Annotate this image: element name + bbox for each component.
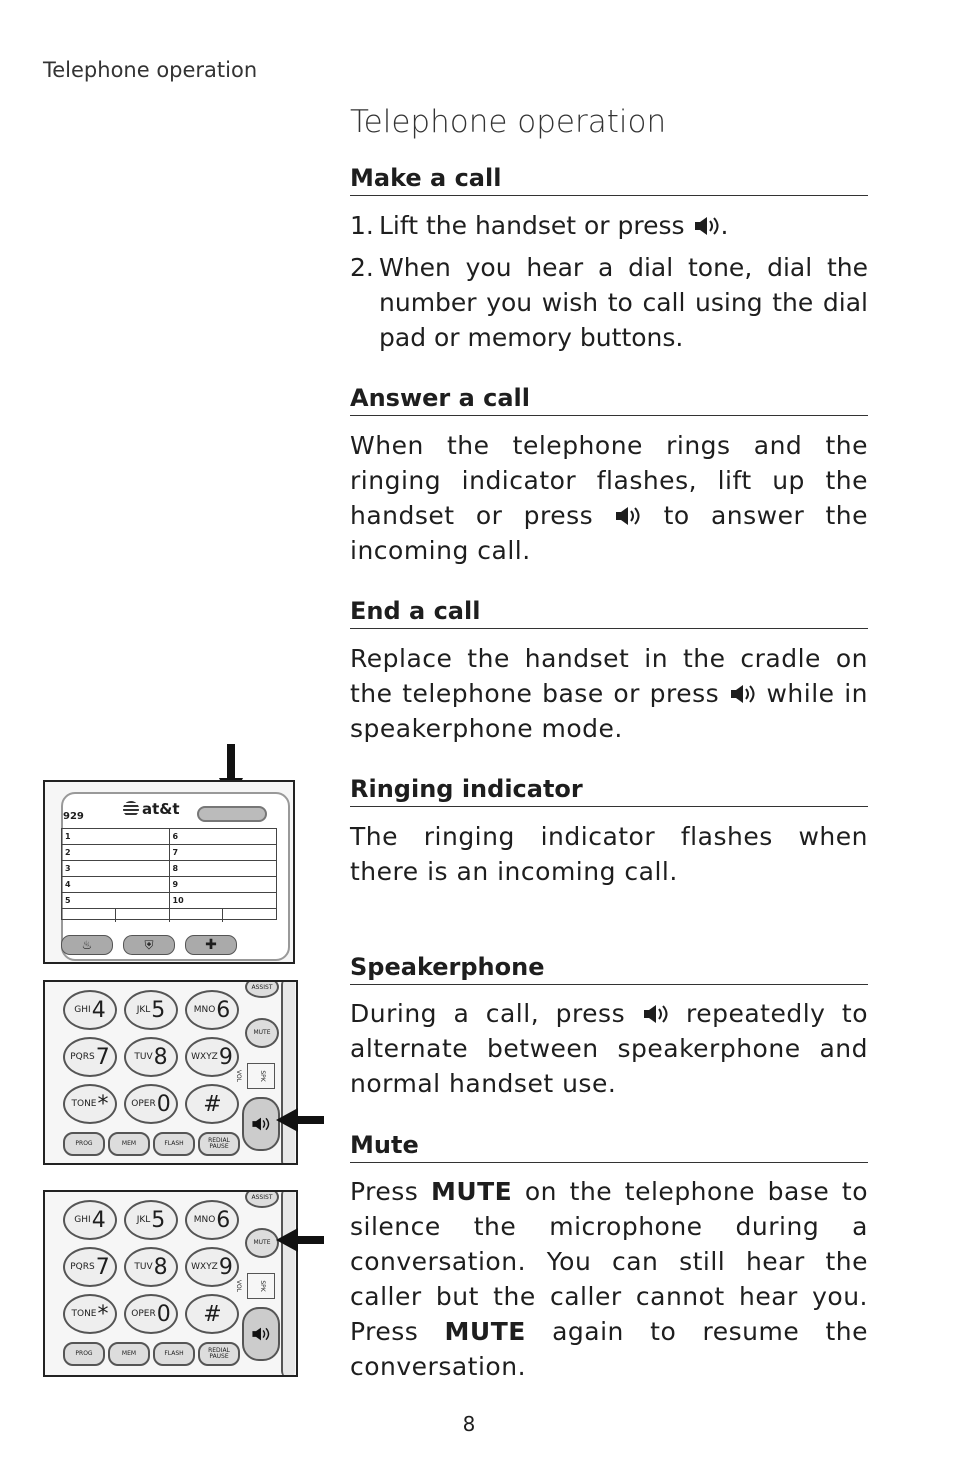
ringing-indicator-light — [197, 806, 267, 822]
assist-button[interactable]: ASSIST — [245, 980, 279, 998]
speaker-button[interactable] — [242, 1307, 280, 1361]
speakerphone-text: During a call, press repeatedly to alternate between speakerphone and normal handset use. — [350, 999, 868, 1098]
key-digit: 7 — [95, 1254, 110, 1280]
speaker-icon — [251, 1326, 271, 1342]
keypad — [45, 1192, 296, 1375]
phone-edge — [281, 980, 295, 1165]
mute-keyword: MUTE — [430, 1177, 513, 1206]
keypad-key-6[interactable] — [185, 1200, 239, 1240]
memory-slot-number: 4 — [62, 877, 170, 892]
end-call-heading: End a call — [350, 596, 868, 629]
key-digit: # — [203, 1301, 222, 1327]
phone-top-illustration — [43, 780, 295, 964]
function-key[interactable]: REDIAL PAUSE — [198, 1132, 240, 1156]
key-digit: 9 — [218, 1044, 233, 1070]
step-text: When you hear a dial tone, dial the number you wish to call using the dial pad or memory buttons. — [379, 253, 868, 352]
key-letters: JKL — [136, 1215, 151, 1225]
key-digit: 4 — [91, 997, 106, 1023]
memory-slot-number: 8 — [172, 864, 179, 873]
function-key[interactable]: FLASH — [153, 1132, 195, 1156]
key-digit: 8 — [153, 1044, 168, 1070]
key-letters: JKL — [136, 1005, 151, 1015]
speaker-button[interactable] — [242, 1097, 280, 1151]
memory-slot-number: 7 — [172, 848, 179, 857]
step-number: 2. — [350, 253, 374, 282]
speakerphone-heading: Speakerphone — [350, 952, 868, 985]
memory-blank-slot — [223, 909, 276, 922]
spk-vol-label[interactable]: SPK VOL — [247, 1063, 275, 1089]
key-letters: MNO — [193, 1005, 216, 1015]
key-letters: OPER — [131, 1309, 156, 1319]
memory-slot-number: 2 — [62, 845, 170, 860]
assist-button[interactable]: ASSIST — [245, 1190, 279, 1208]
keypad-illustration-mute — [43, 1190, 298, 1377]
page-number: 8 — [462, 1412, 476, 1436]
running-head: Telephone operation — [43, 58, 258, 82]
memory-blank-slot — [116, 909, 170, 922]
key-digit: 7 — [95, 1044, 110, 1070]
memory-blank-slot — [170, 909, 224, 922]
speaker-icon — [251, 1116, 271, 1132]
keypad-key-6[interactable] — [185, 990, 239, 1030]
make-call-step-2 — [350, 250, 868, 355]
key-letters: MNO — [193, 1215, 216, 1225]
keypad-key-0[interactable] — [124, 1084, 178, 1124]
number-card-label: 929 — [63, 811, 84, 822]
memory-slot-number: 3 — [62, 861, 170, 876]
key-digit: * — [97, 1091, 109, 1117]
mute-button[interactable]: MUTE — [245, 1228, 279, 1258]
mute-keyword: MUTE — [444, 1317, 526, 1346]
key-digit: * — [97, 1301, 109, 1327]
memory-blank-slot — [62, 909, 116, 922]
answer-call-text: When the telephone rings and the ringing indicator flashes, lift up the handset or press to answer the incoming call. — [350, 431, 869, 565]
key-letters: TONE — [71, 1309, 97, 1319]
memory-directory-card — [61, 828, 277, 920]
memory-row — [62, 877, 276, 893]
function-key[interactable]: PROG — [63, 1342, 105, 1366]
speaker-icon — [642, 1003, 670, 1025]
key-letters: GHI — [74, 1005, 91, 1015]
left-arrow-icon — [276, 1228, 324, 1256]
memory-slot-number: 5 — [62, 893, 170, 908]
memory-slot-number: 1 — [62, 829, 170, 844]
key-digit: 6 — [216, 997, 231, 1023]
memory-row — [62, 845, 276, 861]
mute-heading: Mute — [350, 1130, 868, 1163]
keypad-key-star[interactable] — [63, 1294, 117, 1334]
keypad-key-7[interactable] — [63, 1037, 117, 1077]
key-digit: 0 — [156, 1091, 171, 1117]
spk-vol-label[interactable]: SPK VOL — [247, 1273, 275, 1299]
step-text-end: . — [720, 211, 729, 240]
memory-row — [62, 829, 276, 845]
memory-slot-number: 10 — [172, 896, 184, 905]
speaker-icon — [693, 215, 721, 237]
step-number: 1. — [350, 211, 374, 240]
phone-edge — [281, 1190, 295, 1377]
keypad-key-pound[interactable] — [185, 1084, 239, 1124]
key-digit: 8 — [153, 1254, 168, 1280]
key-letters: WXYZ — [191, 1052, 218, 1062]
keypad — [45, 982, 296, 1165]
keypad-illustration-speaker — [43, 980, 298, 1165]
keypad-key-0[interactable] — [124, 1294, 178, 1334]
key-letters: OPER — [131, 1099, 156, 1109]
key-letters: GHI — [74, 1215, 91, 1225]
keypad-key-5[interactable] — [124, 990, 178, 1030]
medical-icon[interactable]: ✚ — [185, 935, 237, 955]
memory-row — [62, 861, 276, 877]
keypad-key-8[interactable] — [124, 1037, 178, 1077]
make-call-heading: Make a call — [350, 163, 868, 196]
key-letters: PQRS — [70, 1262, 95, 1272]
key-digit: 0 — [156, 1301, 171, 1327]
fire-icon[interactable]: ♨ — [61, 935, 113, 955]
keypad-key-8[interactable] — [124, 1247, 178, 1287]
key-digit: 5 — [151, 1207, 166, 1233]
left-arrow-icon — [276, 1108, 324, 1136]
emergency-buttons — [61, 935, 237, 955]
keypad-key-4[interactable] — [63, 1200, 117, 1240]
key-digit: # — [203, 1091, 222, 1117]
function-key[interactable]: REDIAL PAUSE — [198, 1342, 240, 1366]
keypad-key-star[interactable] — [63, 1084, 117, 1124]
speaker-icon — [614, 505, 642, 527]
memory-slot-number: 6 — [172, 832, 179, 841]
key-letters: TONE — [71, 1099, 97, 1109]
key-letters: TUV — [134, 1052, 153, 1062]
key-letters: WXYZ — [191, 1262, 218, 1272]
police-icon[interactable]: ⛨ — [123, 935, 175, 955]
step-text: Lift the handset or press — [379, 211, 693, 240]
key-digit: 4 — [91, 1207, 106, 1233]
function-key[interactable]: MEM — [108, 1342, 150, 1366]
function-key[interactable]: PROG — [63, 1132, 105, 1156]
keypad-key-7[interactable] — [63, 1247, 117, 1287]
mute-text: Press MUTE on the telephone base to silence the microphone during a conversation. You can still hear the caller but the caller cannot hear you. Press MUTE again to resume the conversation. — [350, 1177, 869, 1381]
key-letters: TUV — [134, 1262, 153, 1272]
page-title: Telephone operation — [350, 104, 667, 140]
att-logo: at&t — [123, 800, 180, 818]
key-digit: 5 — [151, 997, 166, 1023]
function-key[interactable]: MEM — [108, 1132, 150, 1156]
key-digit: 6 — [216, 1207, 231, 1233]
keypad-key-pound[interactable] — [185, 1294, 239, 1334]
end-call-text: Replace the handset in the cradle on the telephone base or press while in speakerphone mode. — [350, 644, 868, 743]
keypad-key-4[interactable] — [63, 990, 117, 1030]
make-call-step-1 — [350, 208, 868, 243]
memory-slot-number: 9 — [172, 880, 179, 889]
answer-call-heading: Answer a call — [350, 383, 868, 416]
keypad-key-5[interactable] — [124, 1200, 178, 1240]
key-digit: 9 — [218, 1254, 233, 1280]
key-letters: PQRS — [70, 1052, 95, 1062]
ringing-heading: Ringing indicator — [350, 774, 868, 807]
speaker-icon — [729, 683, 757, 705]
ringing-text: The ringing indicator flashes when there is an incoming call. — [350, 822, 868, 886]
function-key[interactable]: FLASH — [153, 1342, 195, 1366]
memory-row — [62, 893, 276, 909]
mute-button[interactable]: MUTE — [245, 1018, 279, 1048]
